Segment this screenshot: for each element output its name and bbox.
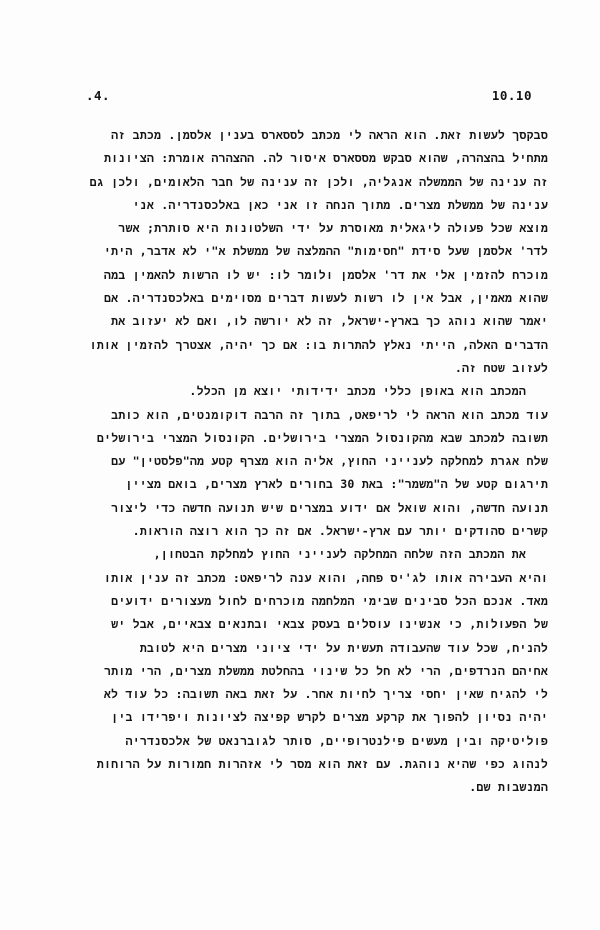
text-line: שהוא מאמין, אבל אין לו רשות לעשות דברים מסוימים באלכסנדריה. אם bbox=[103, 291, 548, 306]
text-line: ענינה של ממשלת מצרים. מתוך הנחה זו אני כאן באלכסנדריה. אני bbox=[132, 197, 548, 212]
text-line: פוליטיקה ובין מעשים פילנטרופיים, סותר לגוברנאט של אלכסנדריה bbox=[125, 733, 548, 748]
text-line: מוצא שכל פעולה ליגאלית מאוסרת על ידי השלטונות היא סותרת; אשר bbox=[118, 221, 548, 236]
text-line: סבקסך לעשות זאת. הוא הראה לי מכתב לססארס בענין אלסמן. מכתב זה bbox=[111, 128, 548, 142]
text-line: לדר' אלסמן שעל סידת "חסימות" ההמלצה של ממשלת א"י לא אדבר, היתי bbox=[103, 244, 548, 259]
paragraph bbox=[54, 543, 548, 799]
text-line: של הפעולות, כי אנשינו עוסלים בעסק צבאי ובתנאים צבאיים, אבל יש bbox=[111, 617, 548, 632]
text-line: יאמר שהוא נוהג כך בארץ-ישראל, זה לא יורשה לו, ואם לא יעזוב את bbox=[111, 314, 548, 329]
paragraph bbox=[54, 404, 548, 544]
text-line: תירגום קטע של ה"משמר": באת 30 בחורים לארץ מצרים, בואם מציין bbox=[125, 477, 548, 492]
text-line: מתחיל בהצהרה, שהוא סבקש מססארס איסור לה. ההצהרה אומרת: הציונות bbox=[103, 151, 548, 166]
text-line: קשרים סהודקים יותר עם ארץ-ישראל. אם זה כך הוא רוצה הוראות. bbox=[132, 524, 548, 539]
text-line: תשובה למכתב שבא מהקונסול המצרי בירושלים. הקונסול המצרי בירושלים bbox=[96, 430, 548, 445]
text-line: מוכרח להזמין אלי את דר' אלסמן ולומר לו: יש לו הרשות להאמין במה bbox=[103, 267, 548, 282]
text-line: המכתב הוא באופן כללי מכתב ידידותי יוצא מן הכלל. bbox=[189, 384, 526, 399]
text-line: להניח, שכל עוד שהעבודה תעשית על ידי ציוני מצרים היא לטובת bbox=[139, 640, 548, 655]
text-line: לעזוב שטח זה. bbox=[454, 360, 548, 375]
text-line: הדברים האלה, הייתי נאלץ להתרות בו: אם כך יהיה, אצטרך להזמין אותו bbox=[89, 337, 548, 352]
text-line: עוד מכתב הוא הראה לי לריפאט, בתוך זה הרבה דוקומנטים, הוא כותב bbox=[111, 407, 548, 422]
text-line: תנועה חדשה, והוא שואל אם ידוע במצרים שיש תנועה חדשה כדי ליצור bbox=[111, 500, 548, 515]
paragraph bbox=[54, 124, 548, 380]
text-line: אחיהם הנרדפים, הרי לא חל כל שינוי בהחלטת ממשלת מצרים, הרי מותר bbox=[103, 663, 548, 678]
paragraph bbox=[54, 380, 548, 403]
document-date: 10.10 bbox=[491, 88, 532, 103]
text-line: מאד. אנכם הכל סבינים שבימי המלחמה מוכרחים לחול מעצורים ידועים bbox=[111, 593, 548, 608]
text-line: לנהוג כפי שהיא נוהגת. עם זאת הוא מסר לי אזהרות חמורות על הרוחות bbox=[96, 757, 548, 772]
text-line: המנשבות שם. bbox=[469, 780, 548, 795]
text-line: את המכתב הזה שלחה המחלקה לענייני החוץ למחלקת הבטחון, bbox=[153, 547, 526, 562]
page-header bbox=[86, 88, 532, 108]
page-number: .4. bbox=[86, 88, 111, 103]
letter-body bbox=[54, 124, 548, 800]
text-line: לי להגיח שאין יחסי צריך לחיות אחר. על זאת באה תשובה: כל עוד לא bbox=[103, 687, 548, 702]
text-line: זה ענינה של הממשלה אנגליה, ולכן זה ענינה של חבר הלאומים, ולכן גם bbox=[89, 174, 548, 189]
text-line: יהיה נסיון להפוך את קרקע מצרים לקרש קפיצה לציונות ויפרידו בין bbox=[111, 710, 548, 725]
text-line: והיא העבירה אותו לג'יס פחה, והוא ענה לריפאט: מכתב זה ענין אותו bbox=[103, 570, 548, 585]
text-line: שלח אגרת למחלקה לענייני החוץ, אליה הוא מצרף קטע מה"פלסטין" עם bbox=[111, 454, 548, 469]
